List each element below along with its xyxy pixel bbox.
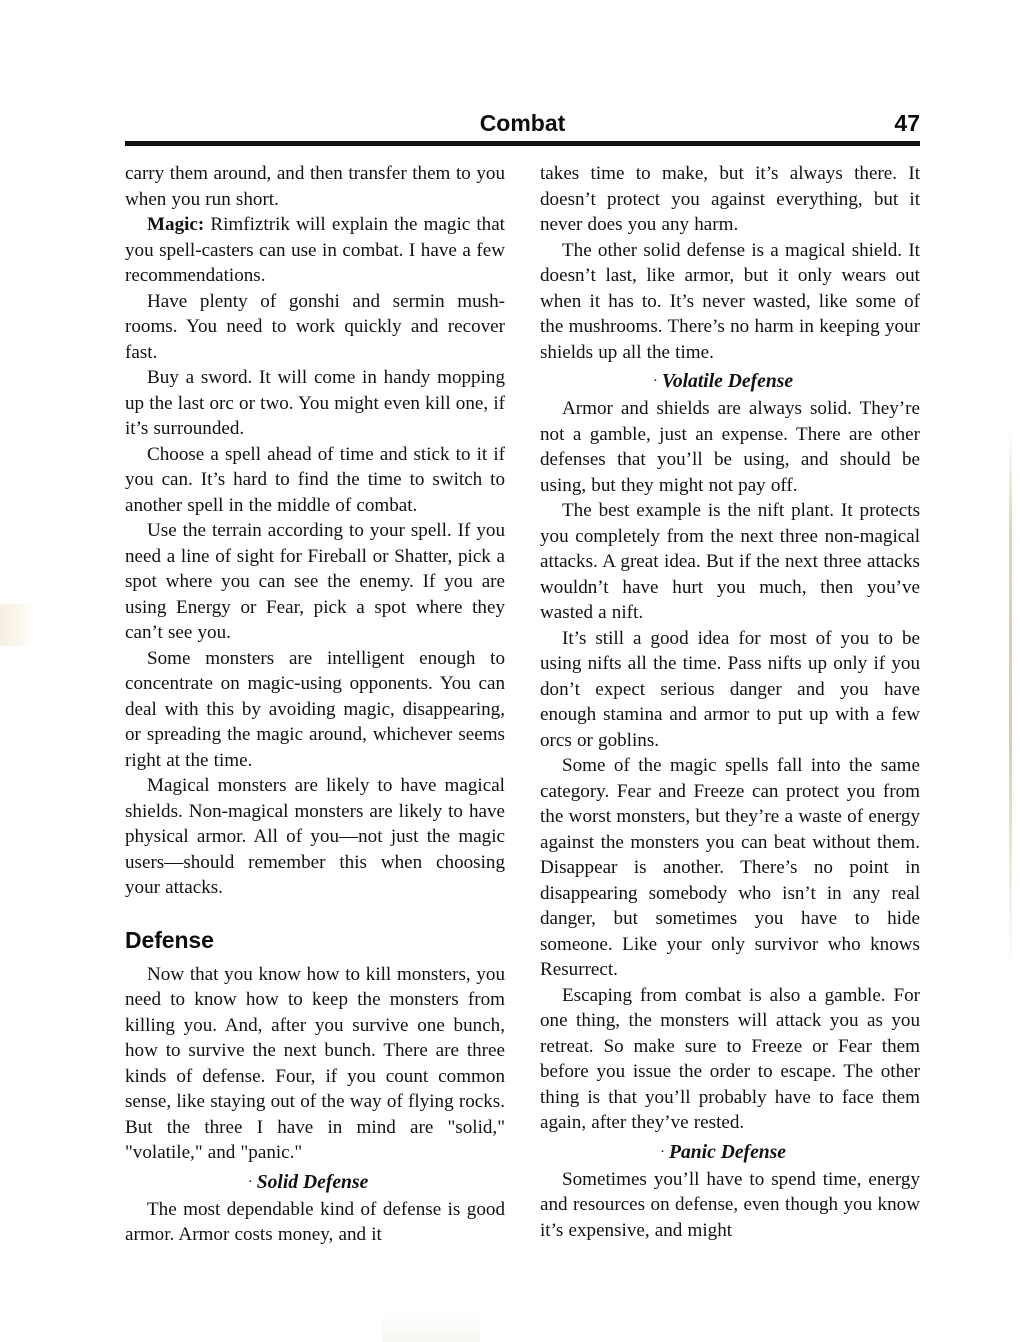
- page-number: 47: [894, 110, 920, 136]
- bullet-icon: ·: [247, 1173, 253, 1190]
- paragraph: The most dependable kind of defense is good armor. Armor costs money, and it: [125, 1198, 505, 1245]
- paragraph: The best example is the nift plant. It protects you completely from the next three non-magical attacks. A great idea. But if the next three attacks wouldn’t have hurt you much, then you’ve wasted a nift.: [540, 500, 920, 623]
- header-rule: [125, 141, 920, 146]
- paragraph: It’s still a good idea for most of you to be using nifts all the time. Pass nifts up only if you don’t expect serious danger and you have enough stamina and armor to put up with a few orcs or goblins.: [540, 627, 920, 751]
- paragraph: Some of the magic spells fall into the same category. Fear and Freeze can protect you from the worst monsters, but they’re a waste of energy against the monsters you can beat without them. Disappear is another. There’s no point in disappearing somebody who isn’t in any real danger, but sometimes you have to hide someone. Like your only survivor who knows Resurrect.: [540, 755, 920, 980]
- paragraph: Magic: Rimfiztrik will explain the magic that you spell-casters can use in combat. I have a few recommendations.: [125, 214, 505, 286]
- paragraph: Some monsters are intelligent enough to concentrate on magic-using opponents. You can deal with this by avoiding magic, disappearing, or spreading the magic around, whichever seems right at the time.: [125, 647, 505, 771]
- subheading-label: Panic Defense: [669, 1141, 786, 1163]
- subheading-panic-defense: [540, 1139, 920, 1166]
- page-header: [125, 106, 920, 146]
- paragraph: Magical monsters are likely to have magical shields. Non-magical monsters are likely to have physical armor. All of you—not just the magic users—should remember this when choosing your attacks.: [125, 775, 505, 898]
- paragraph: Use the terrain according to your spell. If you need a line of sight for Fireball or Shatter, pick a spot where you can see the enemy. If you are using Energy or Fear, pick a spot where they can’t see you.: [125, 520, 505, 643]
- subheading-solid-defense: [125, 1169, 505, 1196]
- bullet-icon: ·: [652, 373, 658, 389]
- paragraph: carry them around, and then transfer them to you when you run short.: [125, 163, 505, 210]
- scan-artifact-right-edge: [1009, 430, 1012, 970]
- paragraph: Now that you know how to kill monsters, you need to know how to keep the monsters from killing you. And, after you survive one bunch, how to survive the next bunch. There are three kinds of defense. Four, if you count common sense, like staying out of the way of flying rocks. But the three I have in mind are "solid," "volatile," and "panic.": [125, 963, 505, 1163]
- section-heading-defense: Defense: [125, 926, 214, 953]
- column-right: [540, 161, 920, 1243]
- paragraph: Have plenty of gonshi and sermin mush-rooms. You need to work quickly and recover fast.: [125, 290, 505, 363]
- scan-artifact-left-edge: [0, 604, 34, 646]
- paragraph: Choose a spell ahead of time and stick to it if you can. It’s hard to find the time to switch to another spell in the middle of combat.: [125, 443, 505, 516]
- paragraph: The other solid defense is a magical shield. It doesn’t last, like armor, but it only wears out when it has to. It’s never wasted, like some of the mushrooms. There’s no harm in keeping your shields up all the time.: [540, 239, 920, 363]
- subheading-label: Solid Defense: [256, 1171, 369, 1193]
- column-left: [125, 161, 505, 1248]
- paragraph: takes time to make, but it’s always there. It doesn’t protect you against everything, but it never does you any harm.: [540, 163, 920, 235]
- paragraph: Buy a sword. It will come in handy mopping up the last orc or two. You might even kill one, if it’s surrounded.: [125, 367, 505, 439]
- paragraph: Escaping from combat is also a gamble. For one thing, the monsters will attack you as you retreat. So make sure to Freeze or Fear them before you issue the order to escape. The other thing is that you’ll probably have to face them again, after they’ve rested.: [540, 984, 920, 1133]
- scan-artifact-bottom-edge: [382, 1312, 480, 1342]
- page-title: Combat: [479, 110, 566, 136]
- subheading-volatile-defense: [540, 368, 920, 395]
- paragraph: Sometimes you’ll have to spend time, energy and resources on defense, even though you know it’s expensive, and might: [540, 1168, 920, 1241]
- paragraph-lead-in: Magic:: [147, 214, 205, 235]
- subheading-label: Volatile Defense: [661, 371, 794, 392]
- bullet-icon: ·: [660, 1143, 665, 1160]
- paragraph: Armor and shields are always solid. They’re not a gamble, just an expense. There are other defenses that you’ll be using, and should be using, but they might not pay off.: [540, 398, 920, 496]
